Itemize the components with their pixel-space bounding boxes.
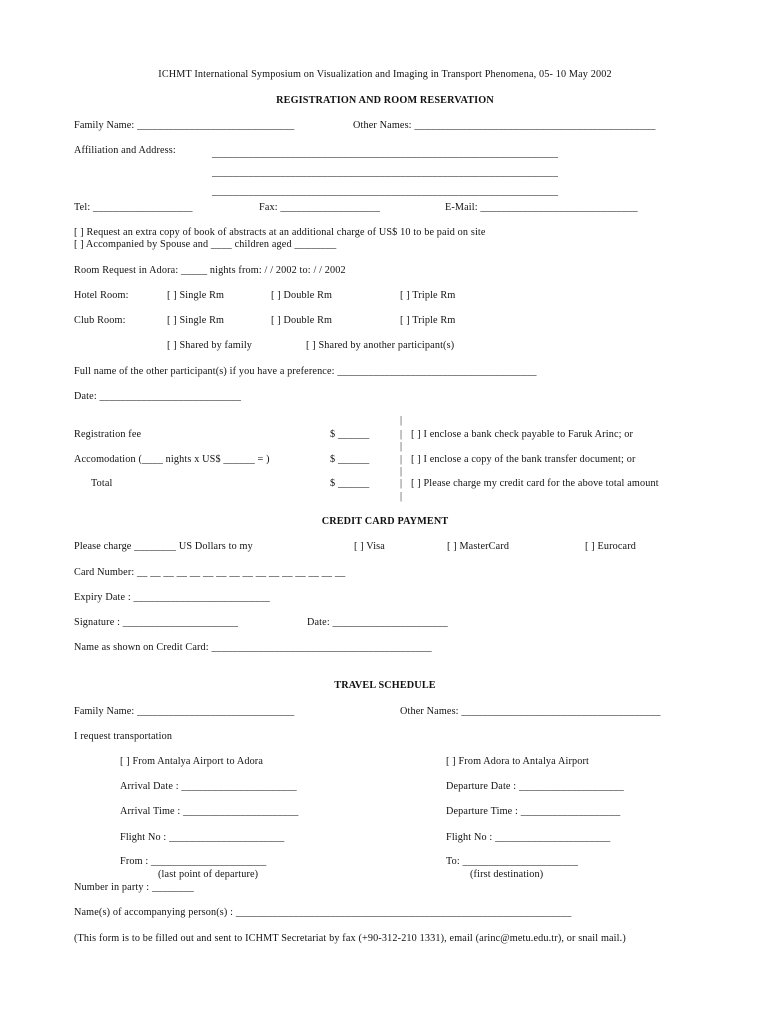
card-number-line: Card Number: __ __ __ __ __ __ __ __ __ __ __ __ __ __ __ __ <box>74 567 346 578</box>
email-field: E-Mail: ______________________________ <box>445 202 638 213</box>
separator-bar: | <box>400 415 403 426</box>
registration-fee-amount: $ ______ <box>330 429 370 440</box>
address-line-2: __________________________________________________________________ <box>212 167 559 178</box>
address-line-3: __________________________________________________________________ <box>212 186 559 197</box>
hotel-triple-option: [ ] Triple Rm <box>400 290 456 301</box>
separator-bar: | <box>400 429 403 440</box>
departure-note: (last point of departure) <box>158 869 259 880</box>
companions-line: Name(s) of accompanying person(s) : ________________________________________________________________ <box>74 907 572 918</box>
club-room-label: Club Room: <box>74 315 126 326</box>
arrival-time-line: Arrival Time : ______________________ <box>120 806 299 817</box>
hotel-single-option: [ ] Single Rm <box>167 290 225 301</box>
to-airport-option: [ ] From Adora to Antalya Airport <box>446 756 590 767</box>
form-instructions-footer: (This form is to be filled out and sent to ICHMT Secretariat by fax (+90-312-210 1331), email (arinc@metu.edu.tr), or snail mail.) <box>74 933 626 944</box>
to-line: To: ______________________ <box>446 856 578 867</box>
destination-note: (first destination) <box>470 869 544 880</box>
mastercard-option: [ ] MasterCard <box>447 541 510 552</box>
expiry-date-line: Expiry Date : __________________________ <box>74 592 270 603</box>
affiliation-label: Affiliation and Address: <box>74 145 176 156</box>
please-charge-line: Please charge ________ US Dollars to my <box>74 541 253 552</box>
separator-bar: | <box>400 441 403 452</box>
departure-time-line: Departure Time : ___________________ <box>446 806 621 817</box>
transport-request-label: I request transportation <box>74 731 173 742</box>
hotel-room-label: Hotel Room: <box>74 290 129 301</box>
extra-copy-checkbox-line: [ ] Request an extra copy of book of abstracts at an additional charge of US$ 10 to be paid on site <box>74 227 486 238</box>
other-names-field: Other Names: ______________________________________________ <box>353 120 656 131</box>
other-participant-line: Full name of the other participant(s) if you have a preference: ______________________________________ <box>74 366 537 377</box>
separator-bar: | <box>400 454 403 465</box>
arrival-flight-line: Flight No : ______________________ <box>120 832 285 843</box>
travel-schedule-title: TRAVEL SCHEDULE <box>334 680 436 691</box>
eurocard-option: [ ] Eurocard <box>585 541 637 552</box>
tel-field: Tel: ___________________ <box>74 202 193 213</box>
credit-card-option: [ ] Please charge my credit card for the above total amount <box>411 478 659 489</box>
club-single-option: [ ] Single Rm <box>167 315 225 326</box>
date-line: Date: ___________________________ <box>74 391 242 402</box>
separator-bar: | <box>400 491 403 502</box>
room-request-line: Room Request in Adora: _____ nights from: / / 2002 to: / / 2002 <box>74 265 346 276</box>
signature-date-line: Date: ______________________ <box>307 617 448 628</box>
address-line-1: __________________________________________________________________ <box>212 148 559 159</box>
form-title: REGISTRATION AND ROOM RESERVATION <box>276 95 494 106</box>
travel-family-name-field: Family Name: ______________________________ <box>74 706 295 717</box>
credit-card-title: CREDIT CARD PAYMENT <box>321 516 449 527</box>
hotel-double-option: [ ] Double Rm <box>271 290 333 301</box>
bank-check-option: [ ] I enclose a bank check payable to Faruk Arinc; or <box>411 429 634 440</box>
family-name-field: Family Name: ______________________________ <box>74 120 295 131</box>
registration-fee-label: Registration fee <box>74 429 142 440</box>
from-airport-option: [ ] From Antalya Airport to Adora <box>120 756 264 767</box>
accommodation-amount: $ ______ <box>330 454 370 465</box>
total-label: Total <box>91 478 113 489</box>
visa-option: [ ] Visa <box>354 541 385 552</box>
departure-date-line: Departure Date : ____________________ <box>446 781 624 792</box>
separator-bar: | <box>400 466 403 477</box>
symposium-header: ICHMT International Symposium on Visualization and Imaging in Transport Phenomena, 05- 10 May 2002 <box>158 69 612 80</box>
shared-other-option: [ ] Shared by another participant(s) <box>306 340 455 351</box>
total-amount: $ ______ <box>330 478 370 489</box>
bank-transfer-option: [ ] I enclose a copy of the bank transfer document; or <box>411 454 636 465</box>
separator-bar: | <box>400 478 403 489</box>
fax-field: Fax: ___________________ <box>259 202 381 213</box>
club-triple-option: [ ] Triple Rm <box>400 315 456 326</box>
departure-flight-line: Flight No : ______________________ <box>446 832 611 843</box>
shared-family-option: [ ] Shared by family <box>167 340 253 351</box>
signature-line: Signature : ______________________ <box>74 617 239 628</box>
travel-other-names-field: Other Names: ______________________________________ <box>400 706 661 717</box>
party-size-line: Number in party : ________ <box>74 882 194 893</box>
club-double-option: [ ] Double Rm <box>271 315 333 326</box>
arrival-date-line: Arrival Date : ______________________ <box>120 781 297 792</box>
name-on-card-line: Name as shown on Credit Card: __________________________________________ <box>74 642 432 653</box>
accommodation-label: Accomodation (____ nights x US$ ______ = ) <box>74 454 270 465</box>
from-line: From : ______________________ <box>120 856 267 867</box>
accompanied-checkbox-line: [ ] Accompanied by Spouse and ____ children aged ________ <box>74 239 337 250</box>
